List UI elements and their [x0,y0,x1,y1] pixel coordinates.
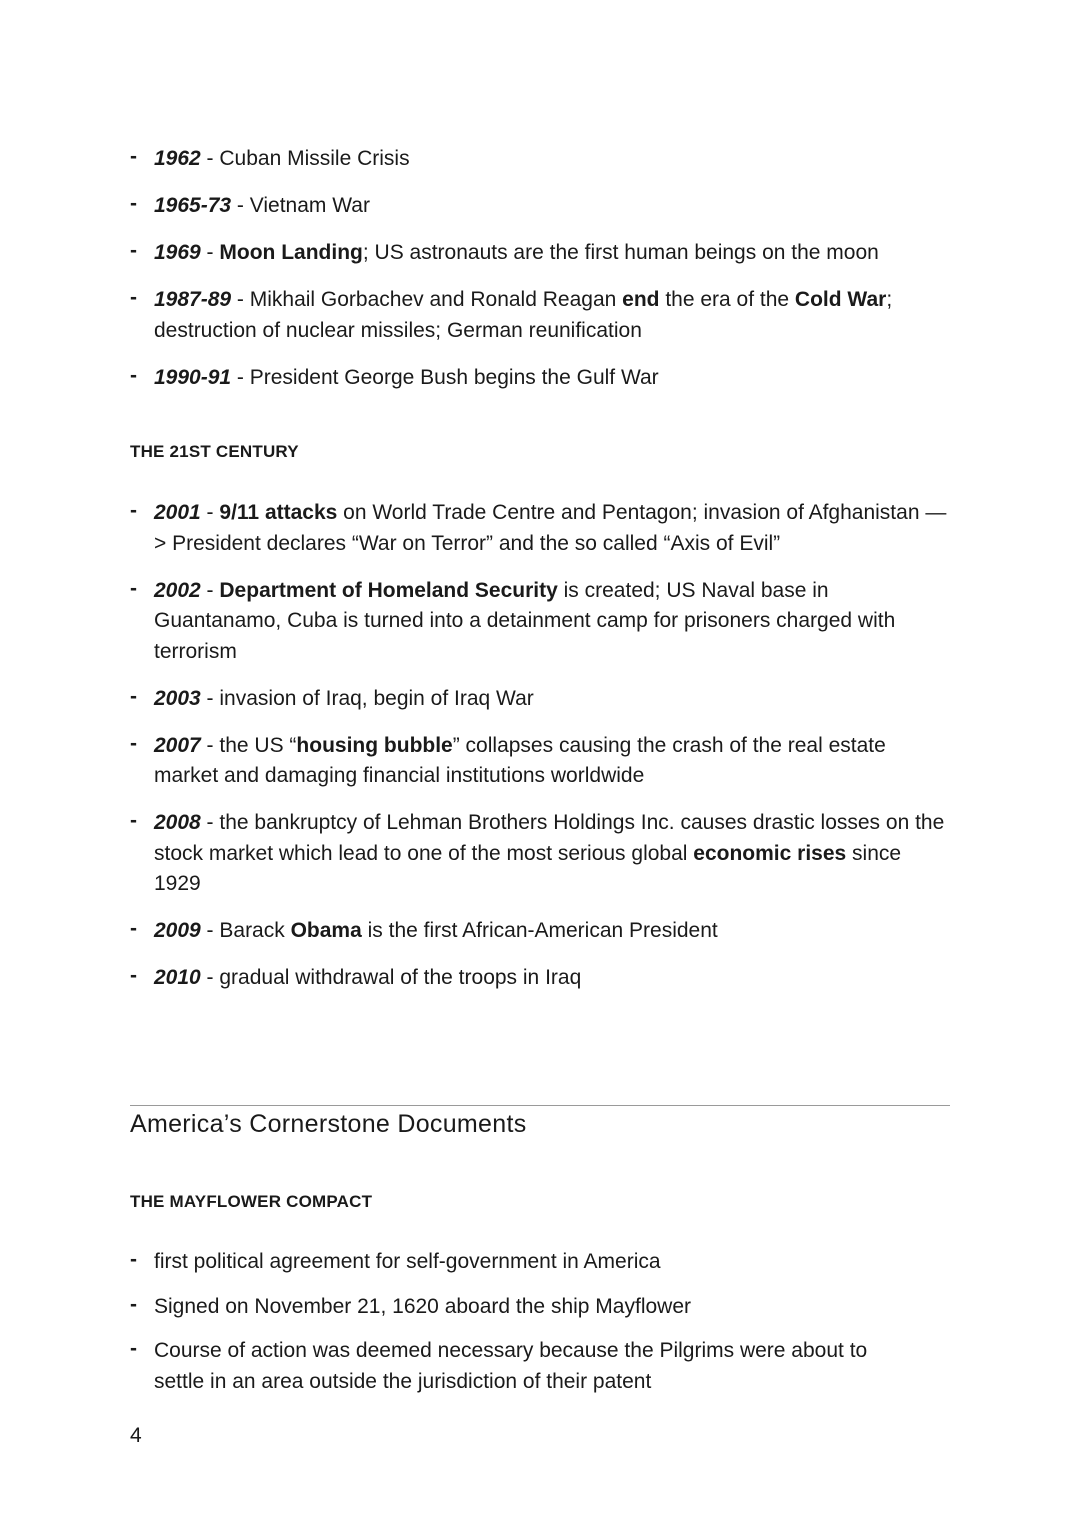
timeline-21st-century [130,498,950,1010]
timeline-entry [130,285,950,346]
timeline-entry [130,916,950,947]
entry-text: the era of the [659,288,795,311]
entry-text: - the bankruptcy of Lehman Brothers Holdings Inc. causes drastic losses on the stock market which lead to one of the most serious global [154,811,945,865]
entry-text: - invasion of Iraq, begin of Iraq War [200,686,534,710]
section-heading-mayflower: THE MAYFLOWER COMPACT [130,1192,373,1211]
section-heading-21st-century: THE 21ST CENTURY [130,442,299,461]
timeline-year: 2009 [154,919,201,942]
section-divider [130,1105,950,1106]
timeline-year: 2003 [154,686,201,710]
emphasis-text: Cold War [794,288,887,311]
timeline-entry [130,731,950,792]
timeline-entry [130,963,950,994]
entry-text: ; US astronauts are the first human beings on the moon [362,241,879,264]
entry-text: is created; US Naval base in Guantanamo, Cuba is turned into a detainment camp for prisoners charged with terrorism [154,578,896,663]
entry-text: - Cuban Missile Crisis [200,147,410,170]
timeline-year: 2010 [154,966,201,989]
timeline-year: 2001 [154,501,201,524]
timeline-entry [130,363,950,394]
emphasis-text: housing bubble [296,733,453,757]
entry-text: on World Trade Centre and Pentagon; invasion of Afghanistan —> President declares “War on Terror” and the so called “Axis of Evil” [154,501,947,555]
chapter-title: America’s Cornerstone Documents [130,1110,527,1138]
mayflower-item: - Course of action was deemed necessary because the Pilgrims were about to settle in an area outside the jurisdiction of their patent [130,1336,920,1397]
timeline-entry [130,576,950,668]
entry-text: - Barack [200,919,291,942]
timeline-entry [130,498,950,559]
emphasis-text: Obama [290,919,362,942]
timeline-year: 1962 [154,147,201,170]
timeline-year: 2002 [154,578,201,602]
mayflower-item: - Signed on November 21, 1620 aboard the ship Mayflower [130,1292,920,1323]
entry-text: - Mikhail Gorbachev and Ronald Reagan [231,288,623,311]
emphasis-text: 9/11 attacks [219,501,338,524]
entry-text: since 1929 [154,841,902,895]
timeline-year: 2008 [154,811,201,834]
entry-text: - President George Bush begins the Gulf War [231,365,659,389]
page-number: 4 [130,1424,142,1447]
emphasis-text: Department of Homeland Security [219,578,558,602]
timeline-year: 2007 [154,733,201,757]
timeline-entry [130,684,950,715]
timeline-year: 1990-91 [154,365,232,389]
mayflower-list [130,1247,920,1411]
emphasis-text: end [622,288,660,311]
entry-text: - gradual withdrawal of the troops in Iraq [200,966,582,989]
entry-text: ” collapses causing the crash of the real estate market and damaging financial institutions worldwide [154,733,886,787]
timeline-entry [130,191,950,222]
entry-text: - Vietnam War [231,194,370,217]
timeline-entry [130,238,950,269]
mayflower-item: - first political agreement for self-government in America [130,1247,920,1278]
entry-text: - the US “ [200,733,297,757]
timeline-year: 1965-73 [154,194,232,217]
timeline-20th-century [130,144,950,410]
timeline-entry [130,144,950,175]
emphasis-text: economic rises [693,841,847,865]
entry-text: ; destruction of nuclear missiles; German reunification [154,288,893,342]
entry-text: - [200,501,220,524]
entry-text: - [200,241,220,264]
emphasis-text: Moon Landing [219,241,363,264]
entry-text: - [200,578,220,602]
timeline-entry [130,808,950,900]
timeline-year: 1969 [154,241,201,264]
timeline-year: 1987-89 [154,288,232,311]
entry-text: is the first African-American President [361,919,718,942]
